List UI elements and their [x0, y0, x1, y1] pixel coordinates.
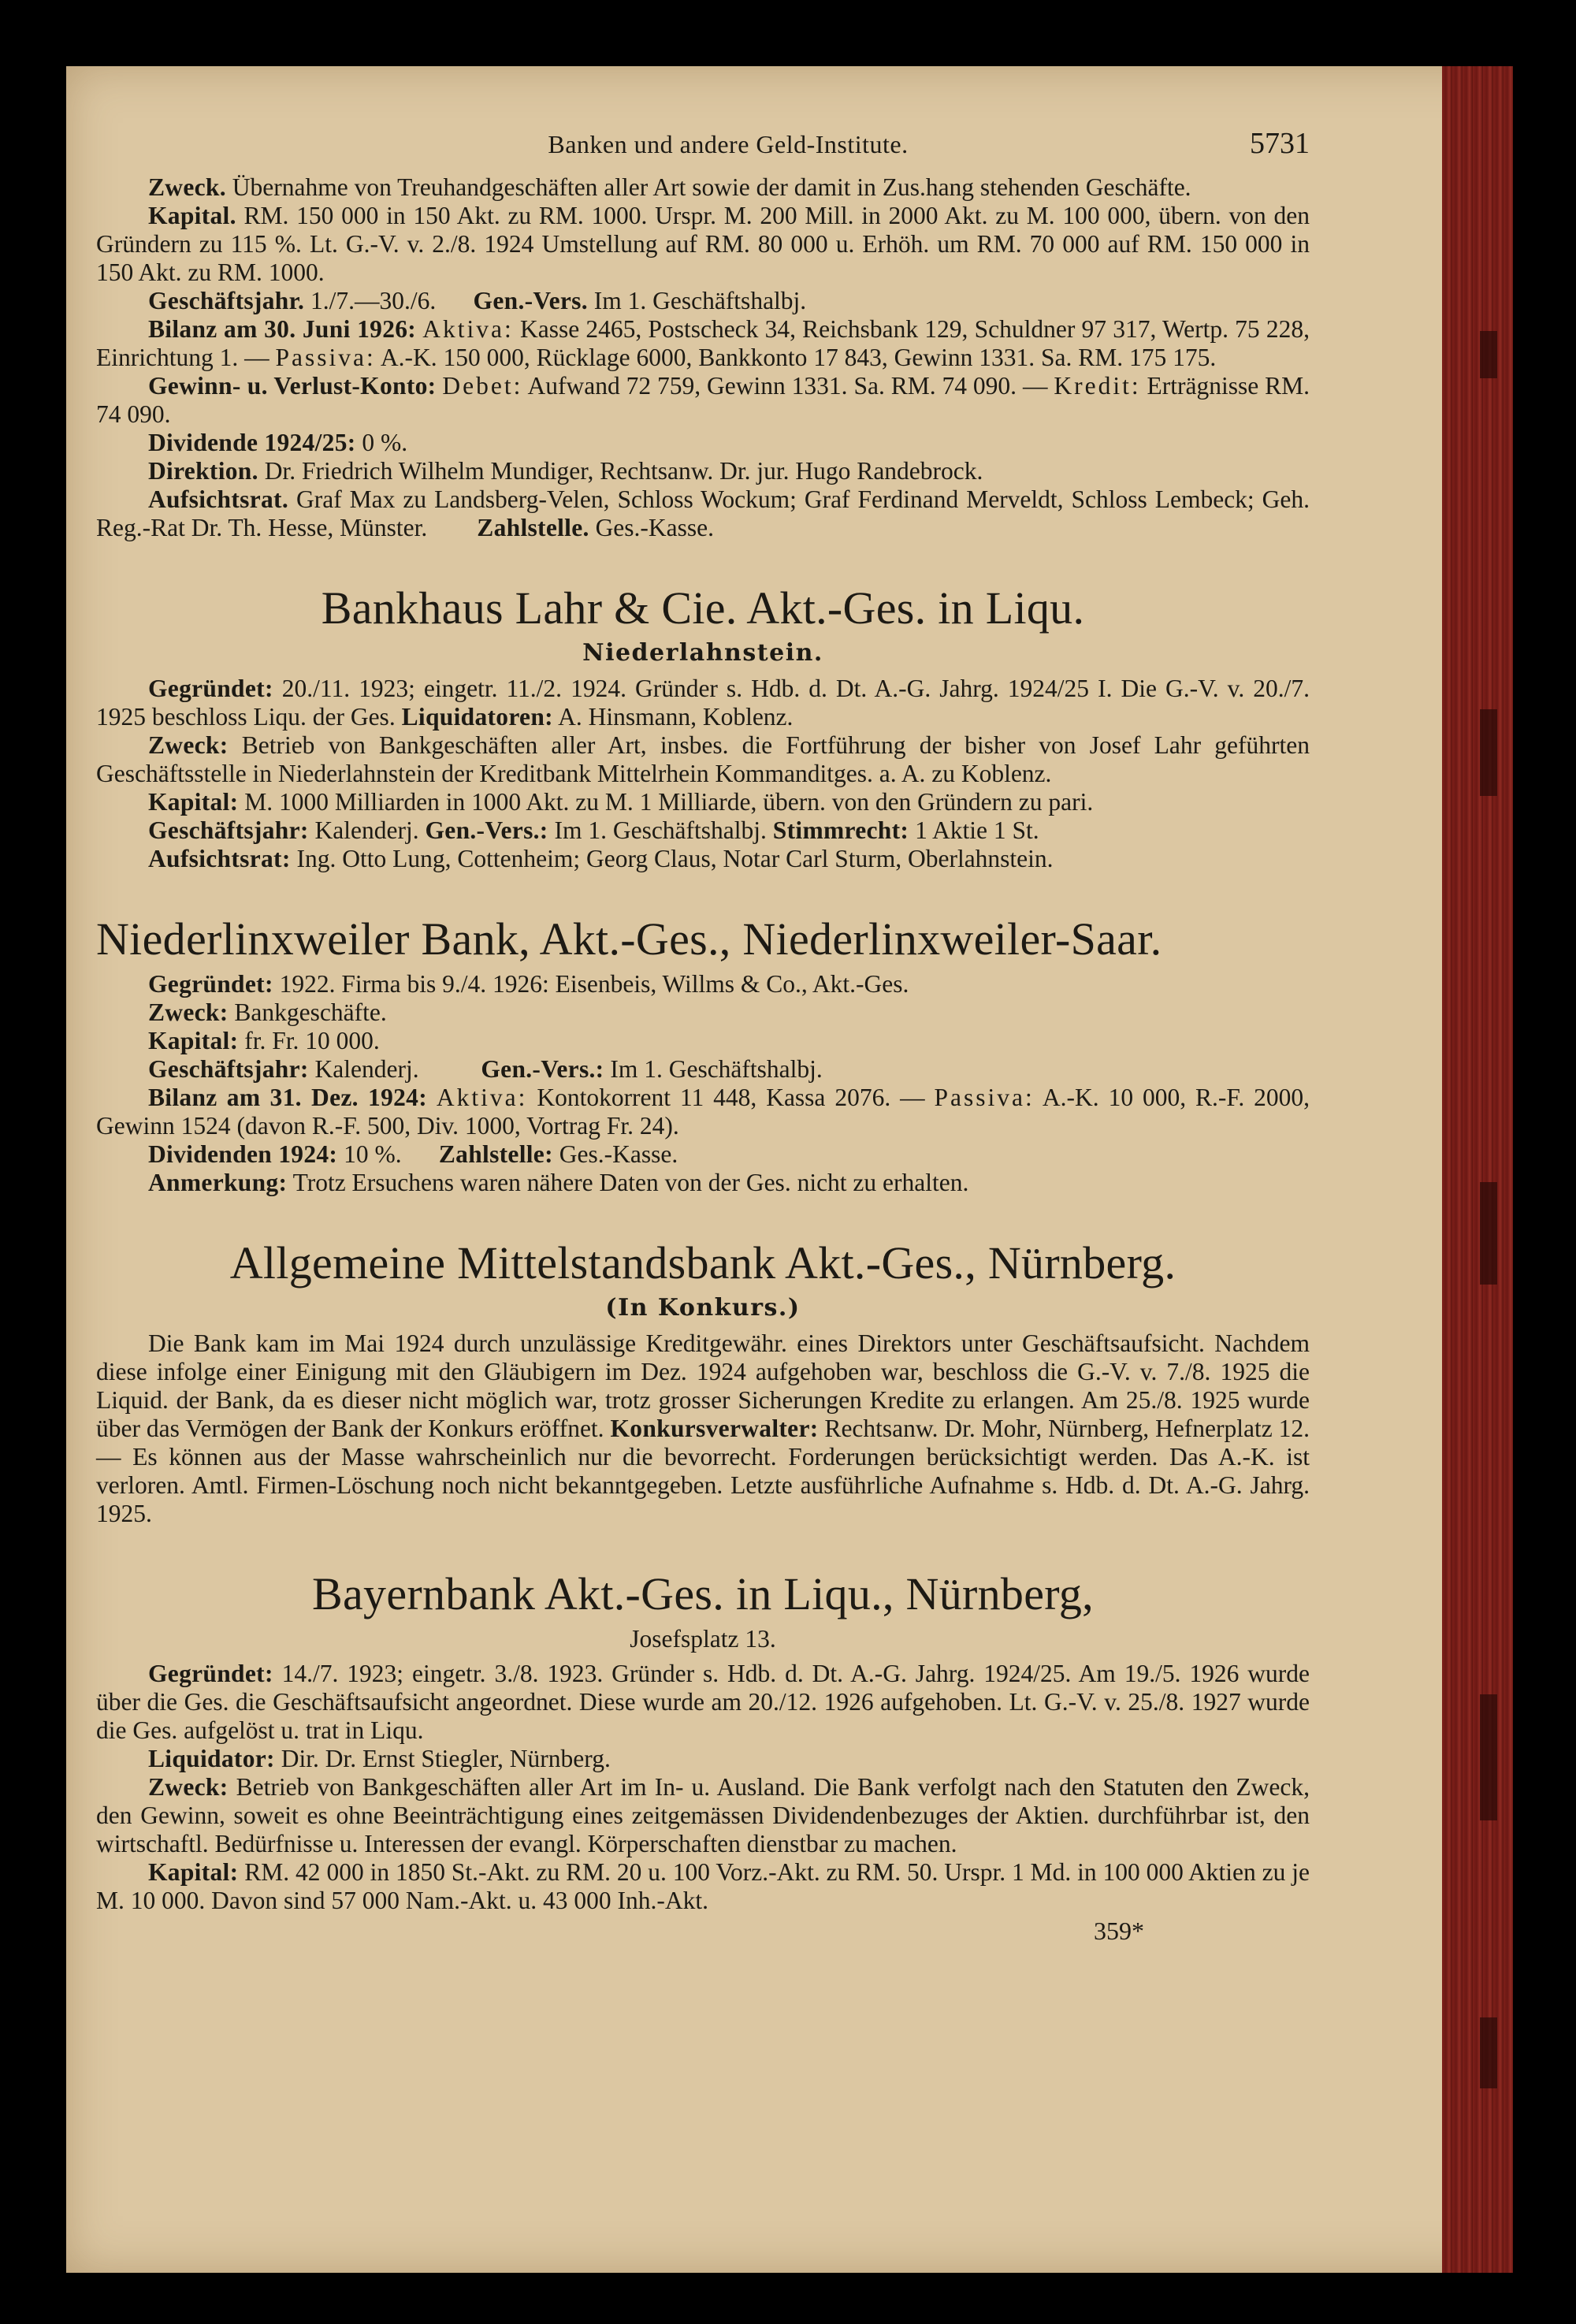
value: Ing. Otto Lung, Cottenheim; Georg Claus, Notar Carl Sturm, Oberlahnstein.	[290, 845, 1054, 872]
value: Rechtsanw. Dr. Mohr, Nürnberg, Hefnerplatz 12. — Es können aus der Masse wahrscheinlich nur die bevorrecht. Forderungen berücksichtigt werden. Das A.-K. ist verloren. Amtl. Firmen-Löschung noch nicht bekanntgegeben. Letzte ausführliche Aufnahme s. Hdb. d. Dt. A.-G. Jahrg. 1925.	[96, 1415, 1310, 1527]
value: Ges.-Kasse.	[589, 514, 715, 541]
page-number: 5731	[1250, 127, 1310, 160]
label: Dividende 1924/25:	[148, 429, 356, 456]
label: Gewinn- u. Verlust-Konto:	[148, 372, 437, 400]
label: Zahlstelle:	[438, 1140, 553, 1168]
kapital-paragraph	[96, 1027, 1310, 1055]
value: RM. 42 000 in 1850 St.-Akt. zu RM. 20 u. 100 Vorz.-Akt. zu RM. 50. Urspr. 1 Md. in 100 000 Aktien zu je M. 10 000. Davon sind 57 000 Nam.-Akt. u. 43 000 Inh.-Akt.	[96, 1858, 1310, 1914]
geschaeftsjahr-paragraph	[96, 816, 1310, 845]
label: Kapital:	[148, 1027, 239, 1054]
value: Aufwand 72 759, Gewinn 1331. Sa. RM. 74 090. —	[522, 372, 1054, 400]
body-paragraph	[96, 1329, 1310, 1528]
label: Aufsichtsrat.	[148, 485, 289, 513]
value: Bankgeschäfte.	[228, 998, 387, 1026]
value: Dir. Dr. Ernst Stiegler, Nürnberg.	[274, 1745, 611, 1772]
value: fr. Fr. 10 000.	[238, 1027, 380, 1054]
value: Kontokorrent 11 448, Kassa 2076. —	[527, 1084, 935, 1111]
value: Betrieb von Bankgeschäften aller Art im In- u. Ausland. Die Bank verfolgt nach den Statuten den Zweck, den Gewinn, soweit es ohne Beeinträchtigung eines zeitgemässen Dividendenbezuges der Aktien. durchführbar ist, den wirtschaftl. Bedürfnisse u. Interessen der evangl. Körperschaften dienstbar zu machen.	[96, 1773, 1310, 1857]
zweck-paragraph	[96, 731, 1310, 788]
entry-bayernbank	[96, 1567, 1310, 1946]
value: 20./11. 1923; eingetr. 11./2. 1924. Gründer s. Hdb. d. Dt. A.-G. Jahrg. 1924/25 I. Die G.-V. v. 20./7. 1925 beschloss Liqu. der Ges.	[96, 675, 1310, 731]
page-edge-mark	[1480, 709, 1497, 796]
label: Direktion.	[148, 457, 258, 485]
label: Bilanz am 31. Dez. 1924:	[148, 1084, 428, 1111]
label: Anmerkung:	[148, 1169, 288, 1196]
direktion-paragraph	[96, 457, 1310, 485]
value: Im 1. Geschäftshalbj.	[604, 1055, 823, 1083]
value: 0 %.	[355, 429, 408, 456]
value: Im 1. Geschäftshalbj.	[548, 816, 773, 844]
label: Bilanz am 30. Juni 1926:	[148, 315, 417, 343]
label: Zahlstelle.	[477, 514, 589, 541]
entry-status: (In Konkurs.)	[605, 1294, 801, 1322]
value	[427, 1084, 437, 1111]
label: Kapital:	[148, 1858, 239, 1886]
value: Graf Max zu Landsberg-Velen, Schloss Wockum; Graf Ferdinand Merveldt, Schloss Lembeck; Geh. Reg.-Rat Dr. Th. Hesse, Münster.	[96, 485, 1310, 541]
label: Gegründet:	[148, 675, 273, 702]
zweck-paragraph	[96, 173, 1310, 202]
anmerkung-paragraph	[96, 1169, 1310, 1197]
label: Kapital.	[148, 202, 236, 229]
zweck-paragraph	[96, 1773, 1310, 1858]
value: Betrieb von Bankgeschäften aller Art, insbes. die Fortführung der bisher von Josef Lahr geführten Geschäftsstelle in Niederlahnstein der Kreditbank Mittelrhein Kommanditges. a. A. zu Koblenz.	[96, 731, 1310, 787]
spaced-label: Kredit:	[1054, 372, 1141, 400]
spaced-label: Debet:	[442, 372, 523, 400]
dividenden-paragraph	[96, 1140, 1310, 1169]
kapital-paragraph	[96, 202, 1310, 287]
entry-niederlinxweiler-bank	[96, 913, 1310, 1197]
value: Kalenderj.	[308, 816, 426, 844]
entry-bankhaus-lahr	[96, 582, 1310, 873]
geschaeftsjahr-paragraph	[96, 287, 1310, 315]
value: RM. 150 000 in 150 Akt. zu RM. 1000. Urspr. M. 200 Mill. in 2000 Akt. zu M. 100 000, übern. von den Gründern zu 115 %. Lt. G.-V. v. 2./8. 1924 Umstellung auf RM. 80 000 u. Erhöh. um RM. 70 000 auf RM. 150 000 in 150 Akt. zu RM. 1000.	[96, 202, 1310, 286]
label: Gegründet:	[148, 970, 273, 998]
value: Ges.-Kasse.	[552, 1140, 678, 1168]
entry-title: Niederlinxweiler Bank, Akt.-Ges., Niederlinxweiler-Saar.	[96, 913, 1162, 965]
aufsichtsrat-paragraph	[96, 485, 1310, 542]
zweck-paragraph	[96, 998, 1310, 1027]
gegruendet-paragraph	[96, 1660, 1310, 1745]
value: Dr. Friedrich Wilhelm Mundiger, Rechtsanw. Dr. jur. Hugo Randebrock.	[258, 457, 983, 485]
value: A. Hinsmann, Koblenz.	[552, 703, 794, 731]
value: Im 1. Geschäftshalbj.	[587, 287, 807, 314]
label: Gen.-Vers.	[473, 287, 588, 314]
entry-address: Josefsplatz 13.	[630, 1625, 776, 1653]
label: Stimmrecht:	[772, 816, 909, 844]
label: Zweck:	[148, 731, 229, 759]
value: M. 1000 Milliarden in 1000 Akt. zu M. 1 Milliarde, übern. von den Gründern zu pari.	[238, 788, 1094, 816]
value: 1922. Firma bis 9./4. 1926: Eisenbeis, Willms & Co., Akt.-Ges.	[273, 970, 909, 998]
book-page-edges	[1442, 66, 1513, 2273]
label: Aufsichtsrat:	[148, 845, 291, 872]
page-edge-mark	[1480, 1694, 1497, 1820]
label: Dividenden 1924:	[148, 1140, 338, 1168]
page-text	[96, 126, 1310, 1946]
dividende-paragraph	[96, 429, 1310, 457]
value: 1./7.—30./6.	[304, 287, 437, 314]
label: Liquidatoren:	[401, 703, 553, 731]
spaced-label: Passiva:	[275, 344, 376, 371]
liquidator-paragraph	[96, 1745, 1310, 1773]
page-edge-mark	[1480, 331, 1497, 378]
value: 10 %.	[337, 1140, 402, 1168]
value: Kalenderj.	[308, 1055, 419, 1083]
entry-title: Allgemeine Mittelstandsbank Akt.-Ges., Nürnberg.	[229, 1237, 1176, 1288]
label: Geschäftsjahr:	[148, 816, 309, 844]
label: Konkursverwalter:	[610, 1415, 819, 1442]
entry-continuation	[96, 173, 1310, 542]
label: Gegründet:	[148, 1660, 273, 1687]
bilanz-paragraph	[96, 1084, 1310, 1140]
gegruendet-paragraph	[96, 970, 1310, 998]
value: 1 Aktie 1 St.	[909, 816, 1039, 844]
value: Übernahme von Treuhandgeschäften aller Art sowie der damit in Zus.hang stehenden Geschäfte.	[225, 173, 1191, 201]
value: Kasse 2465, Postscheck 34, Reichsbank 129, Schuldner 97 317, Wertp. 75 228, Einrichtung 1. —	[96, 315, 1310, 371]
label: Gen.-Vers.:	[425, 816, 548, 844]
gegruendet-paragraph	[96, 675, 1310, 731]
page-edge-mark	[1480, 1182, 1497, 1285]
value: Die Bank kam im Mai 1924 durch unzulässige Kreditgewähr. eines Direktors unter Geschäftsaufsicht. Nachdem diese infolge einer Einigung mit den Gläubigern im Dez. 1924 aufgehoben war, beschloss die G.-V. v. 7./8. 1925 die Liquid. der Bank, da es dieser nicht möglich war, trotz grosser Sicherungen Kredite zu erlangen. Am 25./8. 1925 wurde über das Vermögen der Bank der Konkurs eröffnet.	[96, 1329, 1310, 1442]
label: Geschäftsjahr.	[148, 287, 305, 314]
bilanz-paragraph	[96, 315, 1310, 372]
label: Gen.-Vers.:	[481, 1055, 604, 1083]
entry-title: Bankhaus Lahr & Cie. Akt.-Ges. in Liqu.	[321, 582, 1085, 634]
label: Kapital:	[148, 788, 239, 816]
running-header	[96, 126, 1310, 161]
spaced-label: Aktiva:	[422, 315, 514, 343]
value: 14./7. 1923; eingetr. 3./8. 1923. Gründer s. Hdb. d. Dt. A.-G. Jahrg. 1924/25. Am 19./5. 1926 wurde über die Ges. die Geschäftsaufsicht angeordnet. Diese wurde am 20./12. 1926 aufgehoben. Lt. G.-V. v. 25./8. 1927 wurde die Ges. aufgelöst u. trat in Liqu.	[96, 1660, 1310, 1744]
label: Zweck:	[148, 1773, 229, 1801]
gewinn-paragraph	[96, 372, 1310, 429]
label: Zweck:	[148, 998, 229, 1026]
spaced-label: Aktiva:	[436, 1084, 528, 1111]
entry-location: Niederlahnstein.	[582, 639, 823, 667]
entry-mittelstandsbank	[96, 1236, 1310, 1528]
value: A.-K. 10 000, R.-F. 2000, Gewinn 1524 (davon R.-F. 500, Div. 1000, Vortrag Fr. 24).	[96, 1084, 1310, 1140]
entry-title: Bayernbank Akt.-Ges. in Liqu., Nürnberg,	[312, 1568, 1094, 1619]
label: Liquidator:	[148, 1745, 275, 1772]
value: Trotz Ersuchens waren nähere Daten von der Ges. nicht zu erhalten.	[287, 1169, 969, 1196]
value: Erträgnisse RM. 74 090.	[96, 372, 1310, 428]
running-title: Banken und andere Geld-Institute.	[548, 130, 909, 158]
label: Geschäftsjahr:	[148, 1055, 309, 1083]
page-edge-mark	[1480, 2017, 1497, 2088]
signature-mark: 359*	[1094, 1917, 1144, 1945]
geschaeftsjahr-paragraph	[96, 1055, 1310, 1084]
kapital-paragraph	[96, 788, 1310, 816]
label: Zweck.	[148, 173, 226, 201]
aufsichtsrat-paragraph	[96, 845, 1310, 873]
kapital-paragraph	[96, 1858, 1310, 1915]
value: A.-K. 150 000, Rücklage 6000, Bankkonto 17 843, Gewinn 1331. Sa. RM. 175 175.	[375, 344, 1217, 371]
spaced-label: Passiva:	[934, 1084, 1035, 1111]
